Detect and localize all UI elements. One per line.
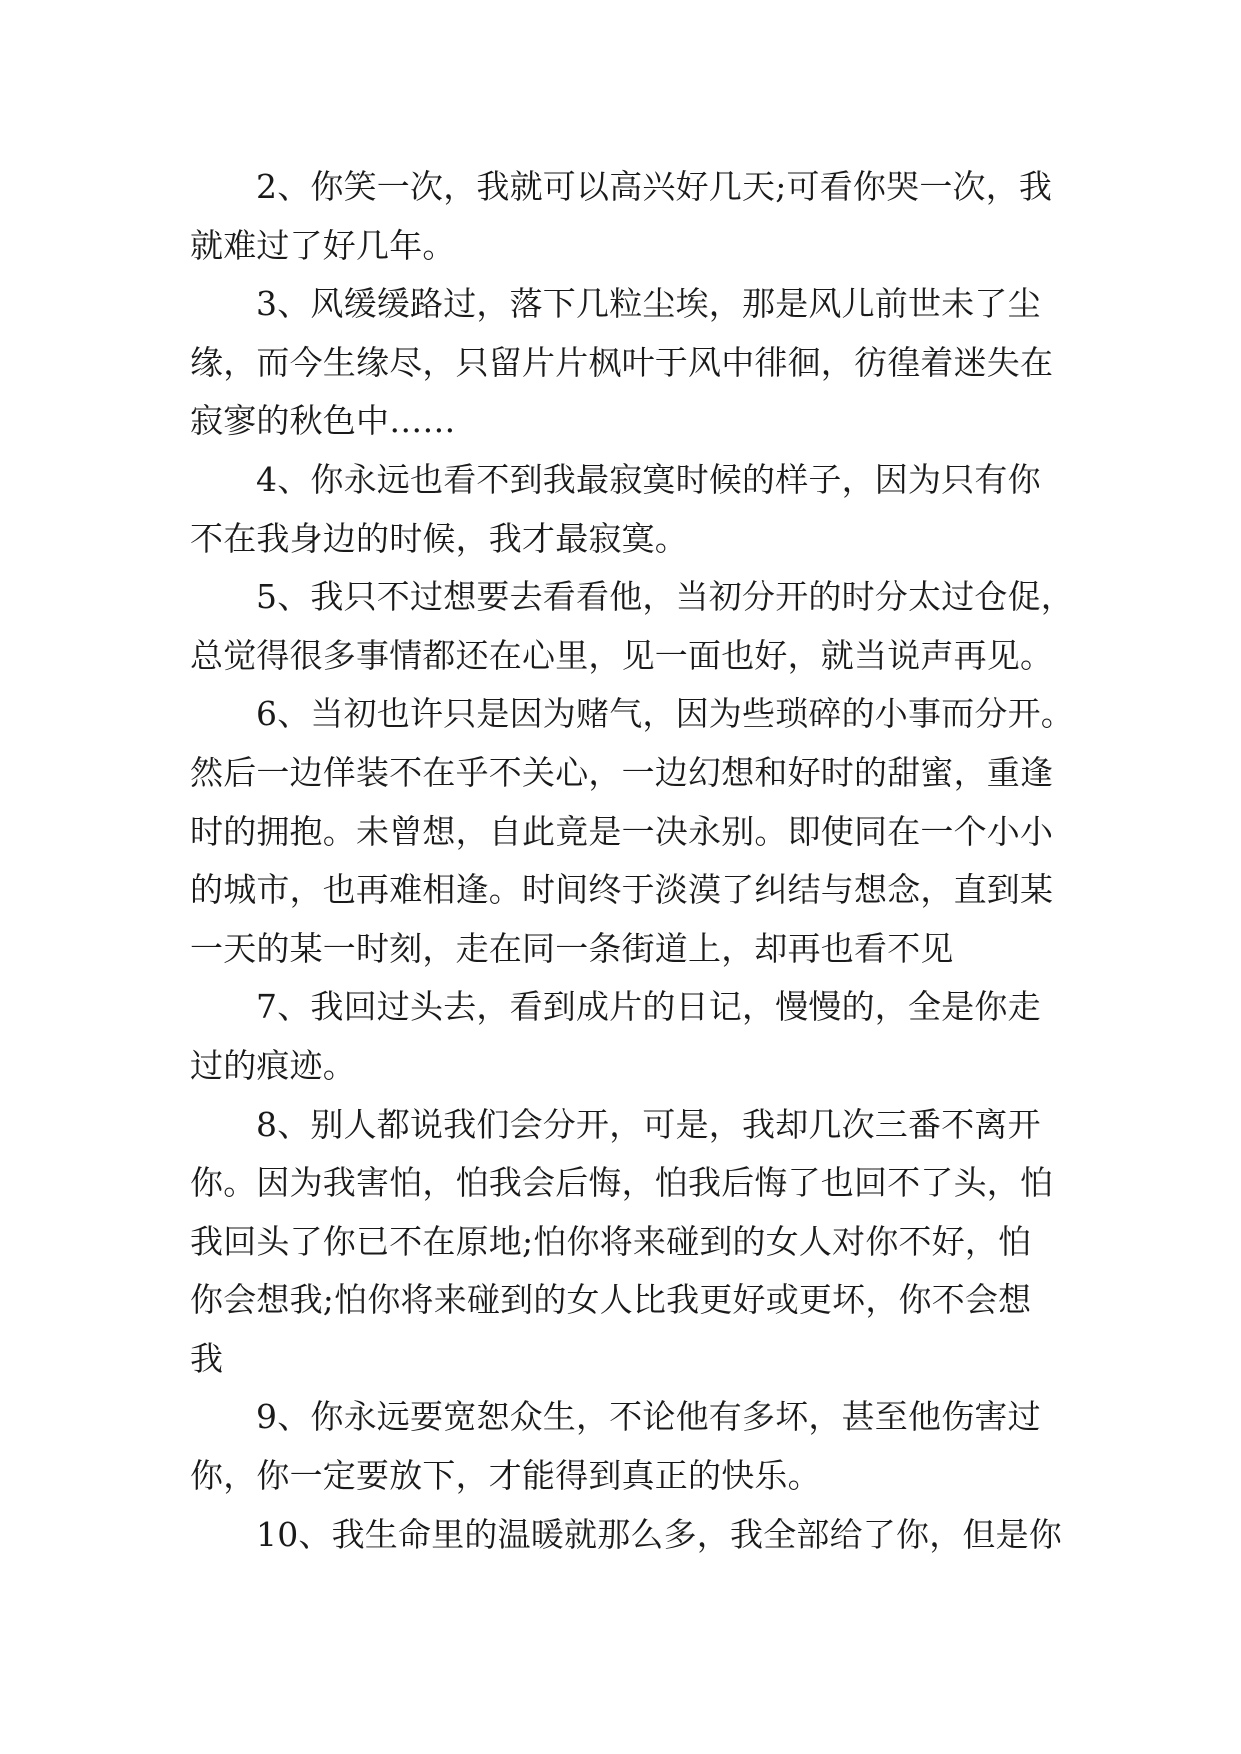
text-line: 你会想我;怕你将来碰到的女人比我更好或更坏，你不会想 [190, 1280, 1032, 1320]
text-line: 不在我身边的时候，我才最寂寞。 [190, 518, 688, 558]
text-line: 你，你一定要放下，才能得到真正的快乐。 [190, 1456, 821, 1496]
text-line: 一天的某一时刻，走在同一条街道上，却再也看不见 [190, 928, 954, 968]
text-line: 3、风缓缓路过，落下几粒尘埃，那是风儿前世未了尘 [256, 284, 1041, 324]
text-line: 你。因为我害怕，怕我会后悔，怕我后悔了也回不了头，怕 [190, 1163, 1054, 1203]
text-line: 然后一边佯装不在乎不关心，一边幻想和好时的甜蜜，重逢 [190, 752, 1054, 792]
text-line: 时的拥抱。未曾想，自此竟是一决永别。即使同在一个小小 [190, 811, 1054, 851]
text-line: 的城市，也再难相逢。时间终于淡漠了纠结与想念，直到某 [190, 870, 1054, 910]
text-line: 就难过了好几年。 [190, 225, 456, 265]
text-line: 8、别人都说我们会分开，可是，我却几次三番不离开 [256, 1104, 1041, 1144]
text-line: 6、当初也许只是因为赌气，因为些琐碎的小事而分开。 [256, 694, 1074, 734]
text-line: 过的痕迹。 [190, 1045, 356, 1085]
text-line: 5、我只不过想要去看看他，当初分开的时分太过仓促， [256, 577, 1074, 617]
text-line: 2、你笑一次，我就可以高兴好几天;可看你哭一次，我 [256, 167, 1053, 206]
text-line: 我 [190, 1338, 224, 1378]
text-line: 9、你永远要宽恕众生，不论他有多坏，甚至他伤害过 [256, 1397, 1041, 1437]
text-line: 10、我生命里的温暖就那么多，我全部给了你，但是你 [256, 1514, 1062, 1554]
text-line: 我回头了你已不在原地;怕你将来碰到的女人对你不好，怕 [190, 1221, 1032, 1261]
text-line: 7、我回过头去，看到成片的日记，慢慢的，全是你走 [256, 987, 1041, 1027]
document-body [190, 158, 1074, 1564]
text-line: 缘，而今生缘尽，只留片片枫叶于风中徘徊，彷徨着迷失在 [190, 342, 1054, 382]
text-line: 总觉得很多事情都还在心里，见一面也好，就当说声再见。 [190, 635, 1054, 675]
text-line: 寂寥的秋色中…… [190, 401, 456, 441]
text-line: 4、你永远也看不到我最寂寞时候的样子，因为只有你 [256, 459, 1041, 499]
